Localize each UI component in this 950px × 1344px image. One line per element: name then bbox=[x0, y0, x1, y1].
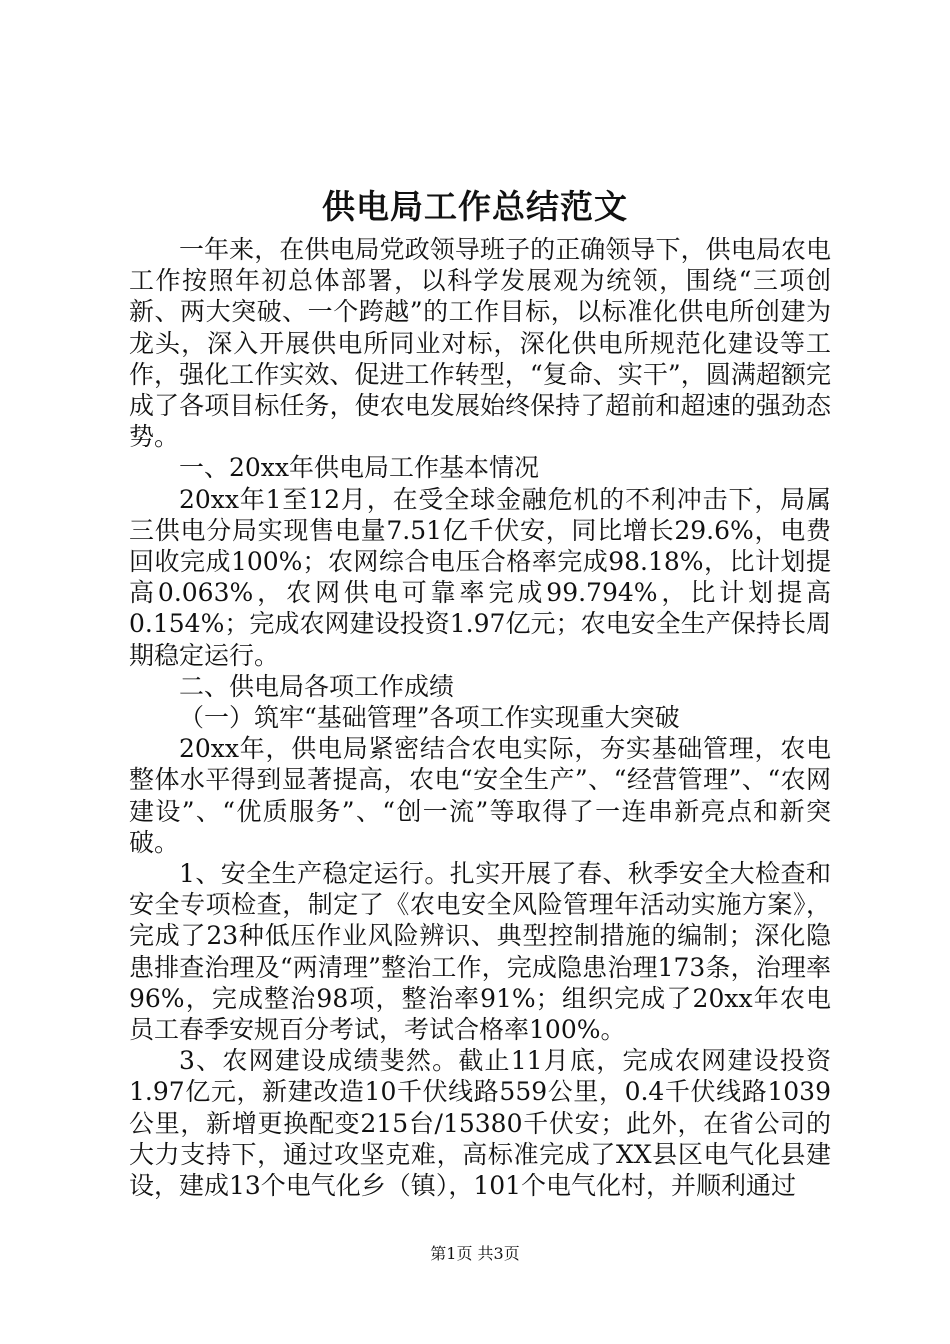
page-footer: 第1页 共3页 bbox=[430, 1244, 520, 1263]
paragraph-foundation-management: 20xx年，供电局紧密结合农电实际，夯实基础管理，农电整体水平得到显著提高，农电“安全生产”、“经营管理”、“农网建设”、“优质服务”、“创一流”等取得了一连串新亮点和新突破。 bbox=[129, 734, 831, 857]
section-heading-1: 一、20xx年供电局工作基本情况 bbox=[179, 453, 540, 483]
paragraph-intro: 一年来，在供电局党政领导班子的正确领导下，供电局农电工作按照年初总体部署，以科学发展观为统领，围绕“三项创新、两大突破、一个跨越”的工作目标，以标准化供电所创建为龙头，深入开展供电所同业对标，深化供电所规范化建设等工作，强化工作实效、促进工作转型，“复命、实干”，圆满超额完成了各项目标任务，使农电发展始终保持了超前和超速的强劲态势。 bbox=[129, 235, 831, 452]
document-title: 供电局工作总结范文 bbox=[322, 187, 628, 226]
section-heading-2: 二、供电局各项工作成绩 bbox=[179, 671, 455, 701]
document-body bbox=[129, 234, 831, 1201]
paragraph-rural-grid: 3、农网建设成绩斐然。截止11月底，完成农网建设投资1.97亿元，新建改造10千伏线路559公里，0.4千伏线路1039公里，新增更换配变215台/15380千伏安；此外，在省公司的大力支持下，通过攻坚克难，高标准完成了XX县区电气化县建设，建成13个电气化乡（镇），101个电气化村，并顺利通过 bbox=[129, 1046, 831, 1201]
paragraph-safety-production: 1、安全生产稳定运行。扎实开展了春、秋季安全大检查和安全专项检查，制定了《农电安全风险管理年活动实施方案》，完成了23种低压作业风险辨识、典型控制措施的编制；深化隐患排查治理及“两清理”整治工作，完成隐患治理173条，治理率96%，完成整治98项，整治率91%；组织完成了20xx年农电员工春季安规百分考试，考试合格率100%。 bbox=[129, 859, 831, 1045]
subsection-heading-1: （一）筑牢“基础管理”各项工作实现重大突破 bbox=[179, 703, 680, 733]
paragraph-basic-situation: 20xx年1至12月，在受全球金融危机的不利冲击下，局属三供电分局实现售电量7.51亿千伏安，同比增长29.6%，电费回收完成100%；农网综合电压合格率完成98.18%，比计划提高0.063%，农网供电可靠率完成99.794%，比计划提高0.154%；完成农网建设投资1.97亿元；农电安全生产保持长周期稳定运行。 bbox=[129, 484, 831, 670]
